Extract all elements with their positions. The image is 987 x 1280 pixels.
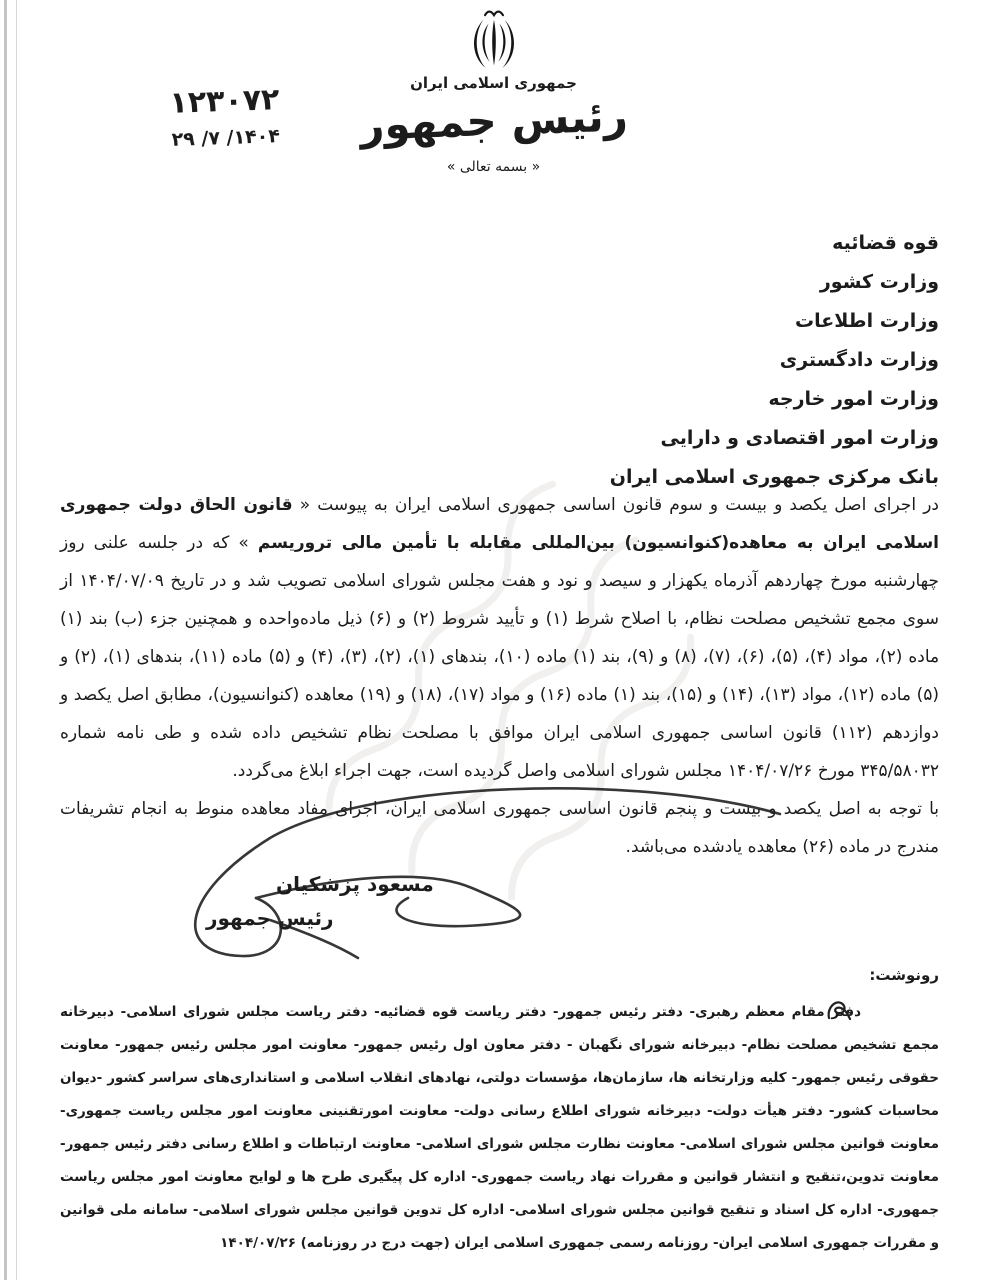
- besmeleh-text: « بسمه تعالی »: [446, 159, 541, 175]
- registration-stamp: [129, 81, 321, 153]
- body-paragraph-2: با توجه به اصل یکصد و بیست و پنجم قانون اساسی جمهوری اسلامی ایران، اجرای مفاد معاهده منوط به انجام تشریفات مندرج در ماده (۲۶) معاهده یادشده می‌باشد.: [60, 799, 939, 857]
- body-p1-opening: در اجرای اصل یکصد و بیست و سوم قانون اساسی جمهوری اسلامی ایران به پیوست «: [292, 495, 939, 515]
- iran-emblem-icon: [467, 8, 521, 72]
- recipient-central-bank: بانک مرکزی جمهوری اسلامی ایران: [609, 466, 939, 488]
- recipients-list: [610, 224, 939, 497]
- cc-recipients-text: دفتر مقام معظم رهبری- دفتر رئیس جمهور- دفتر ریاست قوه قضائیه- دفتر ریاست مجلس شورای اسلامی- دبیرخانه مجمع تشخیص مصلحت نظام- دبیرخانه شورای نگهبان - دفتر معاون اول رئیس جمهور- معاونت امور مجلس رئیس جمهور- معاونت حقوقی رئیس جمهور- کلیه وزارتخانه ها، سازمان‌ها، مؤسسات دولتی، نهادهای انقلاب اسلامی و استانداری‌های سراسر کشور -دیوان محاسبات کشور- دفتر هیأت دولت- دبیرخانه شورای اطلاع رسانی دولت- معاونت امورتقنینی معاونت امور مجلس ریاست جمهوری- معاونت قوانین مجلس شورای اسلامی- معاونت نظارت مجلس شورای اسلامی- معاونت ارتباطات و اطلاع رسانی دفتر رئیس جمهور- معاونت تدوین،تنقیح و انتشار قوانین و مقررات نهاد ریاست جمهوری- اداره کل پیگیری طرح ها و لوایح معاونت امور مجلس ریاست جمهوری- اداره کل اسناد و تنقیح قوانین مجلس شورای اسلامی- اداره کل تدوین قوانین مجلس شورای اسلامی- سامانه ملی قوانین و مقررات جمهوری اسلامی ایران- روزنامه رسمی جمهوری اسلامی ایران (جهت درج در روزنامه) ۱۴۰۴/۰۷/۲۶: [60, 1004, 939, 1251]
- letter-date: ۱۴۰۴/ ۷/ ۲۹: [171, 125, 281, 151]
- signatory-name: مسعود پزشکیان: [276, 872, 434, 896]
- paraph-mark-icon: [825, 998, 853, 1028]
- letter-number: ۱۲۳۰۷۲: [168, 82, 280, 121]
- scan-edge-line: [4, 0, 17, 1280]
- recipient-judiciary: قوه قضائیه: [832, 232, 939, 254]
- recipient-economy-ministry: وزارت امور اقتصادی و دارایی: [660, 427, 939, 449]
- recipient-interior-ministry: وزارت کشور: [819, 271, 939, 293]
- cc-section: [60, 966, 939, 1260]
- body-p1-rest: » که در جلسه علنی روز چهارشنبه مورخ چهاردهم آذرماه یکهزار و سیصد و نود و هفت مجلس شورای اسلامی تصویب شد و در تاریخ ۱۴۰۴/۰۷/۰۹ از سوی مجمع تشخیص مصلحت نظام، با اصلاح شرط (۱) و تأیید شروط (۲) و (۶) ذیل ماده‌واحده و همچنین جزء (ب) بند (۱) ماده (۲)، مواد (۴)، (۵)، (۶)، (۷)، (۸) و (۹)، بند (۱) ماده (۱۰)، بندهای (۱)، (۲)، (۳)، (۴) و (۵) ماده (۱۱)، بندهای (۱)، (۲) و (۵) ماده (۱۲)، مواد (۱۳)، (۱۴) و (۱۵)، بند (۱) ماده (۱۶) و مواد (۱۷)، (۱۸) و (۱۹) معاهده (کنوانسیون)، مطابق اصل یکصد و دوازدهم (۱۱۲) قانون اساسی جمهوری اسلامی ایران موافق با مصلحت نظام تشخیص داده شده و طی نامه شماره ۳۴۵/۵۸۰۳۲ مورخ ۱۴۰۴/۰۷/۲۶ مجلس شورای اسلامی واصل گردیده است، جهت اجراء ابلاغ می‌گردد.: [60, 533, 940, 781]
- cc-label: رونوشت:: [869, 966, 939, 984]
- recipient-foreign-affairs-ministry: وزارت امور خارجه: [768, 388, 939, 410]
- body-paragraph-1: [60, 486, 939, 790]
- signatory-title: رئیس جمهور: [206, 906, 334, 930]
- recipient-justice-ministry: وزارت دادگستری: [779, 349, 939, 371]
- letter-body: [60, 486, 939, 866]
- law-title-bold: قانون الحاق دولت جمهوری اسلامی ایران به معاهده(کنوانسیون) بین‌المللی مقابله با تأمین مالی تروریسم: [60, 495, 939, 553]
- president-office-title: رئیس جمهور: [358, 91, 629, 150]
- org-name: جمهوری اسلامی ایران: [410, 74, 577, 92]
- recipient-intelligence-ministry: وزارت اطلاعات: [795, 310, 939, 332]
